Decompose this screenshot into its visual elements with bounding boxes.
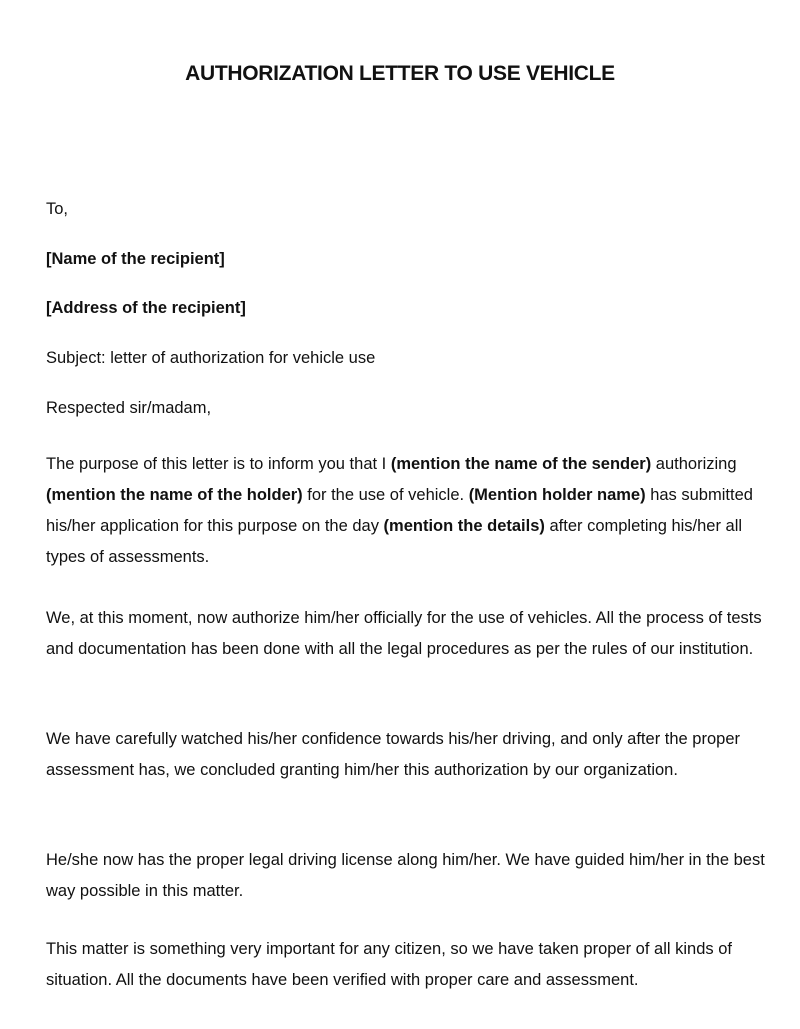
recipient-name: [Name of the recipient] — [46, 250, 225, 268]
placeholder-sender-name: (mention the name of the sender) — [390, 455, 652, 473]
subject-line: Subject: letter of authorization for vehicle use — [46, 349, 376, 367]
placeholder-details: (mention the details) — [383, 517, 545, 535]
paragraph-text: authorizing — [651, 455, 737, 473]
greeting: Respected sir/madam, — [46, 399, 212, 417]
paragraph-authorization: We, at this moment, now authorize him/her officially for the use of vehicles. All the process of tests and documentation has been done with all the legal procedures as per the rules of our institution. — [46, 609, 762, 658]
placeholder-holder-name: (mention the name of the holder) — [46, 486, 303, 504]
paragraph-text: has submitted his/her application for this purpose on the day — [46, 486, 753, 535]
paragraph-verification: This matter is something very important for any citizen, so we have taken proper of all kinds of situation. All the documents have been verified with proper care and assessment. — [46, 940, 732, 989]
paragraph-text: after completing his/her all types of assessments. — [46, 517, 743, 566]
document-title: AUTHORIZATION LETTER TO USE VEHICLE — [185, 62, 615, 85]
recipient-address: [Address of the recipient] — [46, 299, 246, 317]
salutation-to: To, — [46, 200, 69, 218]
placeholder-holder-name-2: (Mention holder name) — [468, 486, 646, 504]
paragraph-assessment: We have carefully watched his/her confidence towards his/her driving, and only after the proper assessment has, we concluded granting him/her this authorization by our organization. — [46, 730, 740, 779]
paragraph-purpose — [46, 449, 781, 573]
paragraph-license: He/she now has the proper legal driving license along him/her. We have guided him/her in the best way possible in this matter. — [46, 851, 765, 900]
paragraph-text: for the use of vehicle. — [302, 486, 469, 504]
paragraph-text: The purpose of this letter is to inform you that I — [46, 455, 391, 473]
